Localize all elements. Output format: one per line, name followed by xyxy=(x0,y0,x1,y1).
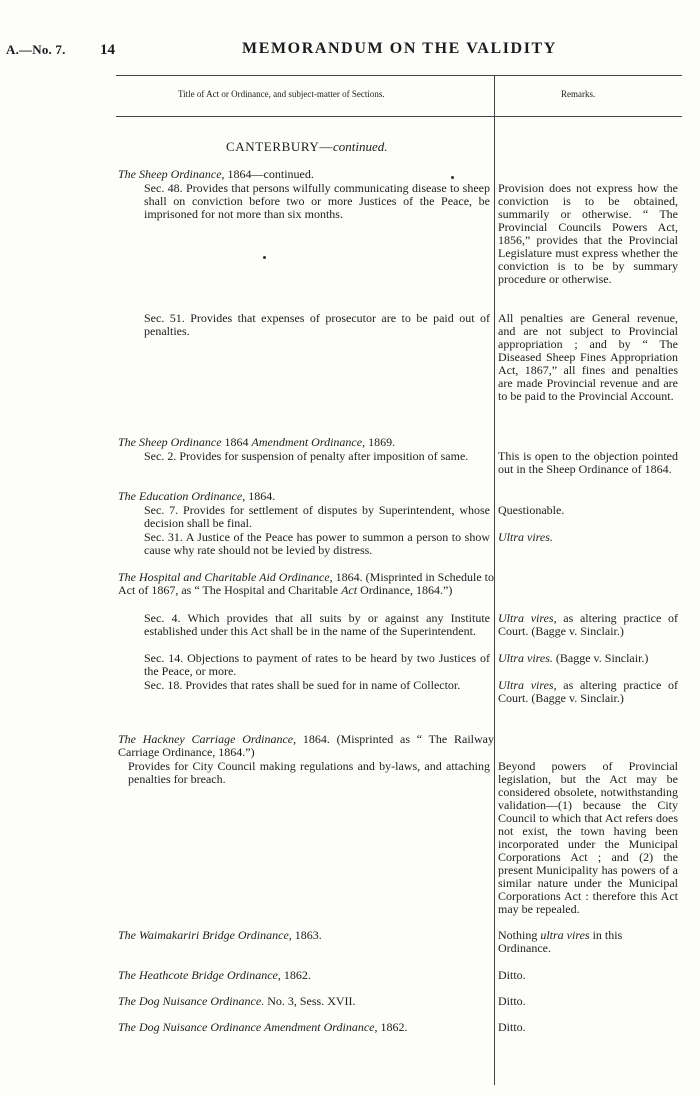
remark-hackney: Beyond powers of Provincial legislation, but the Act may be considered obsolete, notwithstanding validation—(1) because the City Council to which that Act refers does not exist, the town having been incorporated under the Municipal Corporations Act ; and (2) the present Municipality has powers of a similar nature under the Municipal Corporations Act : therefore this Act may be repealed. xyxy=(498,759,678,916)
entry-title-hospital: The Hospital and Charitable Aid Ordinance, 1864. (Misprinted in Schedule to Act of 1867, as “ The Hospital and Charitable Act Ordinance, 1864.”) xyxy=(118,570,494,597)
remark-section-48: Provision does not express how the conviction is to be obtained, summarily or otherwise. “ The Provincial Councils Powers Act, 1856,” provides that the Provincial Legislature must express whether the conviction is to be by summary procedure or otherwise. xyxy=(498,181,678,286)
entry-title-heathcote: The Heathcote Bridge Ordinance, 1862. xyxy=(118,968,311,982)
remark-dog-nuisance-amendment: Ditto. xyxy=(498,1020,526,1034)
entry-title-hackney-carriage: The Hackney Carriage Ordinance, 1864. (Misprinted as “ The Railway Carriage Ordinance, 1864.”) xyxy=(118,732,494,759)
entry-title-sheep-amendment: The Sheep Ordinance 1864 Amendment Ordinance, 1869. xyxy=(118,435,396,449)
entry-title-dog-nuisance: The Dog Nuisance Ordinance. No. 3, Sess. XVII. xyxy=(118,994,356,1008)
table-header-rule xyxy=(116,116,682,117)
remark-section-31: Ultra vires. xyxy=(498,530,553,544)
section-2: Sec. 2. Provides for suspension of penalty after imposition of same. xyxy=(144,449,469,463)
entry-title-dog-nuisance-amendment: The Dog Nuisance Ordinance Amendment Ordinance, 1862. xyxy=(118,1020,408,1034)
entry-title-waimakariri: The Waimakariri Bridge Ordinance, 1863. xyxy=(118,928,322,942)
hackney-provisions: Provides for City Council making regulations and by-laws, and attaching penalties for breach. xyxy=(128,759,490,786)
remark-heathcote: Ditto. xyxy=(498,968,526,982)
remark-section-2: This is open to the objection pointed out in the Sheep Ordinance of 1864. xyxy=(498,449,678,476)
remark-section-51: All penalties are General revenue, and are not subject to Provincial appropriation ; and by “ The Diseased Sheep Fines Appropriation Act, 1867,” all fines and penalties are made Provincial revenue and are to be paid to the Provincial Account. xyxy=(498,311,678,403)
document-reference: A.—No. 7. xyxy=(6,42,66,57)
remark-dog-nuisance: Ditto. xyxy=(498,994,526,1008)
print-speck xyxy=(451,176,454,179)
remark-section-7: Questionable. xyxy=(498,503,565,517)
print-speck xyxy=(263,256,266,259)
section-48: Sec. 48. Provides that persons wilfully communicating disease to sheep shall on conviction before two or more Justices of the Peace, be imprisoned for not more than six months. xyxy=(144,181,490,221)
page-title: MEMORANDUM ON THE VALIDITY xyxy=(242,40,557,57)
column-header-remarks: Remarks. xyxy=(561,89,596,99)
remark-section-14: Ultra vires. (Bagge v. Sinclair.) xyxy=(498,651,649,665)
entry-title-education: The Education Ordinance, 1864. xyxy=(118,489,276,503)
section-18: Sec. 18. Provides that rates shall be sued for in name of Collector. xyxy=(144,678,461,692)
section-4: Sec. 4. Which provides that all suits by or against any Institute established under this Act shall be in the name of the Superintendent. xyxy=(144,611,490,638)
remark-waimakariri: Nothing ultra vires in this Ordinance. xyxy=(498,928,623,955)
entry-title-sheep-ordinance: The Sheep Ordinance, 1864—continued. xyxy=(118,167,314,181)
section-7: Sec. 7. Provides for settlement of disputes by Superintendent, whose decision shall be final. xyxy=(144,503,490,530)
section-31: Sec. 31. A Justice of the Peace has power to summon a person to show cause why rate should not be levied by distress. xyxy=(144,530,490,557)
section-51: Sec. 51. Provides that expenses of prosecutor are to be paid out of penalties. xyxy=(144,311,490,338)
column-header-title: Title of Act or Ordinance, and subject-matter of Sections. xyxy=(178,89,385,99)
remark-section-18: Ultra vires, as altering practice of Court. (Bagge v. Sinclair.) xyxy=(498,678,678,705)
section-heading: CANTERBURY—continued. xyxy=(226,139,388,154)
section-14: Sec. 14. Objections to payment of rates to be heard by two Justices of the Peace, or more. xyxy=(144,651,490,678)
column-divider xyxy=(494,75,495,1085)
remark-section-4: Ultra vires, as altering practice of Court. (Bagge v. Sinclair.) xyxy=(498,611,678,638)
page-number: 14 xyxy=(100,42,115,58)
table-top-rule xyxy=(116,75,682,76)
